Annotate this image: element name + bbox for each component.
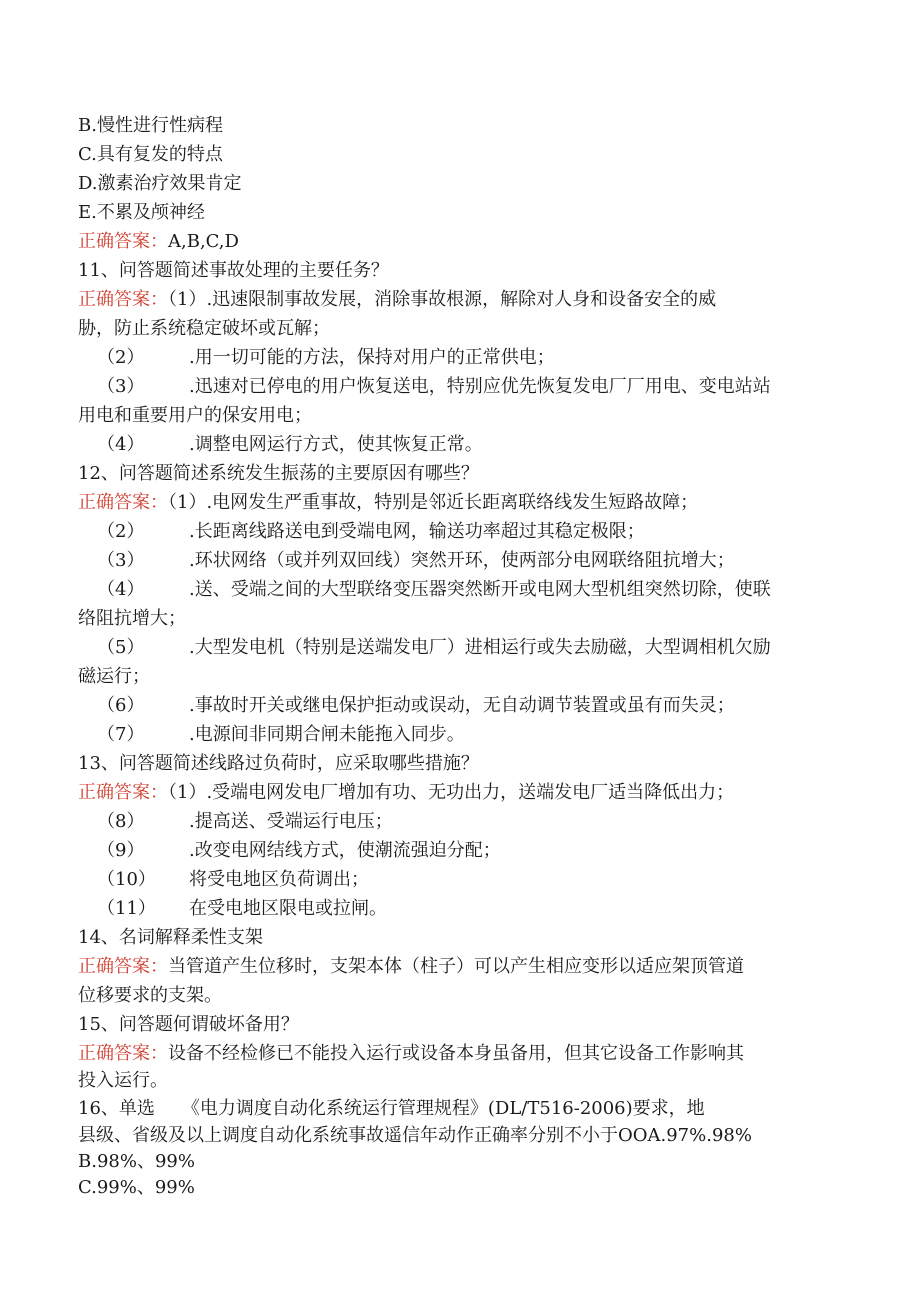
answer-label: 正确答案： [78, 289, 168, 310]
item-text: .迅速对已停电的用户恢复送电，特别应优先恢复发电厂厂用电、变电站站 [189, 376, 771, 397]
question-title: 12、问答题简述系统发生振荡的主要原因有哪些？ [78, 463, 479, 484]
option-b: B.慢性进行性病程 [78, 115, 223, 136]
answer-item [97, 865, 838, 894]
answer-text: （1）.受端电网发电厂增加有功、无功出力，送端发电厂适当降低出力； [168, 782, 735, 803]
item-number: （5） [97, 637, 145, 658]
item-number: （2） [97, 521, 145, 542]
answer-text: 设备不经检修已不能投入运行或设备本身虽备用，但其它设备工作影响其 [168, 1043, 744, 1064]
item-text: .大型发电机（特别是送端发电厂）进相运行或失去励磁，大型调相机欠励 [189, 637, 771, 658]
item-text: .调整电网运行方式，使其恢复正常。 [189, 434, 483, 455]
question-title: 13、问答题简述线路过负荷时，应采取哪些措施？ [78, 753, 479, 774]
answer-continuation: 胁，防止系统稳定破坏或瓦解； [78, 318, 330, 339]
question-title: 16、单选 《电力调度自动化系统运行管理规程》(DL/T516-2006)要求，地 [78, 1098, 705, 1119]
question-continuation: 县级、省级及以上调度自动化系统事故遥信年动作正确率分别不小于OOA.97%.98% [78, 1125, 752, 1146]
item-number: （4） [97, 579, 145, 600]
item-number: （4） [97, 434, 145, 455]
option-c: C.99%、99% [78, 1177, 195, 1198]
answer-line [78, 285, 838, 314]
item-number: （8） [97, 811, 145, 832]
item-number: （2） [97, 347, 145, 368]
answer-text: 当管道产生位移时，支架本体（柱子）可以产生相应变形以适应架顶管道 [168, 956, 744, 977]
answer-item [97, 807, 838, 836]
option-d: D.激素治疗效果肯定 [78, 173, 242, 194]
answer-continuation: 位移要求的支架。 [78, 985, 222, 1006]
answer-continuation: 投入运行。 [78, 1070, 168, 1091]
item-number: （10） [97, 869, 156, 890]
answer-label: 正确答案： [78, 782, 168, 803]
item-number: （11） [97, 898, 156, 919]
question-title: 15、问答题何谓破坏备用？ [78, 1014, 299, 1035]
answer-item [97, 546, 838, 575]
question-title: 11、问答题简述事故处理的主要任务？ [78, 260, 389, 281]
answer-line [78, 778, 838, 807]
answer-label: 正确答案： [78, 492, 168, 513]
item-number: （3） [97, 376, 145, 397]
question-title: 14、名词解释柔性支架 [78, 927, 263, 948]
answer-label: 正确答案： [78, 956, 168, 977]
item-text: .长距离线路送电到受端电网，输送功率超过其稳定极限； [189, 521, 645, 542]
answer-continuation: 用电和重要用户的保安用电； [78, 405, 312, 426]
answer-item [97, 430, 838, 459]
item-text: .提高送、受端运行电压； [189, 811, 393, 832]
answer-item [97, 836, 838, 865]
answer-item [97, 894, 838, 923]
answer-continuation: 磁运行； [78, 666, 150, 687]
item-number: （7） [97, 724, 145, 745]
answer-line [78, 488, 838, 517]
answer-item [97, 575, 838, 604]
item-text: 在受电地区限电或拉闸。 [189, 898, 387, 919]
answer-item [97, 720, 838, 749]
answer-continuation: 络阻抗增大； [78, 608, 186, 629]
option-e: E.不累及颅神经 [78, 202, 205, 223]
item-text: .环状网络（或并列双回线）突然开环，使两部分电网联络阻抗增大； [189, 550, 735, 571]
item-text: .电源间非同期合闸未能拖入同步。 [189, 724, 465, 745]
answer-item [97, 633, 838, 662]
option-c: C.具有复发的特点 [78, 144, 223, 165]
item-text: .送、受端之间的大型联络变压器突然断开或电网大型机组突然切除，使联 [189, 579, 771, 600]
answer-item [97, 517, 838, 546]
item-text: .事故时开关或继电保护拒动或误动，无自动调节装置或虽有而失灵； [189, 695, 735, 716]
item-number: （3） [97, 550, 145, 571]
item-text: .改变电网结线方式，使潮流强迫分配； [189, 840, 501, 861]
answer-item [97, 343, 838, 372]
answer-line [78, 227, 838, 256]
answer-label: 正确答案： [78, 231, 168, 252]
answer-text: （1）.电网发生严重事故，特别是邻近长距离联络线发生短路故障； [168, 492, 699, 513]
answer-label: 正确答案： [78, 1043, 168, 1064]
answer-text: （1）.迅速限制事故发展，消除事故根源，解除对人身和设备安全的威 [168, 289, 717, 310]
answer-item [97, 372, 838, 401]
item-text: 将受电地区负荷调出； [189, 869, 369, 890]
item-number: （9） [97, 840, 145, 861]
answer-line [78, 1039, 838, 1068]
item-number: （6） [97, 695, 145, 716]
answer-line [78, 952, 838, 981]
item-text: .用一切可能的方法，保持对用户的正常供电； [189, 347, 555, 368]
answer-item [97, 691, 838, 720]
answer-text: A,B,C,D [168, 231, 239, 252]
option-b: B.98%、99% [78, 1151, 195, 1172]
